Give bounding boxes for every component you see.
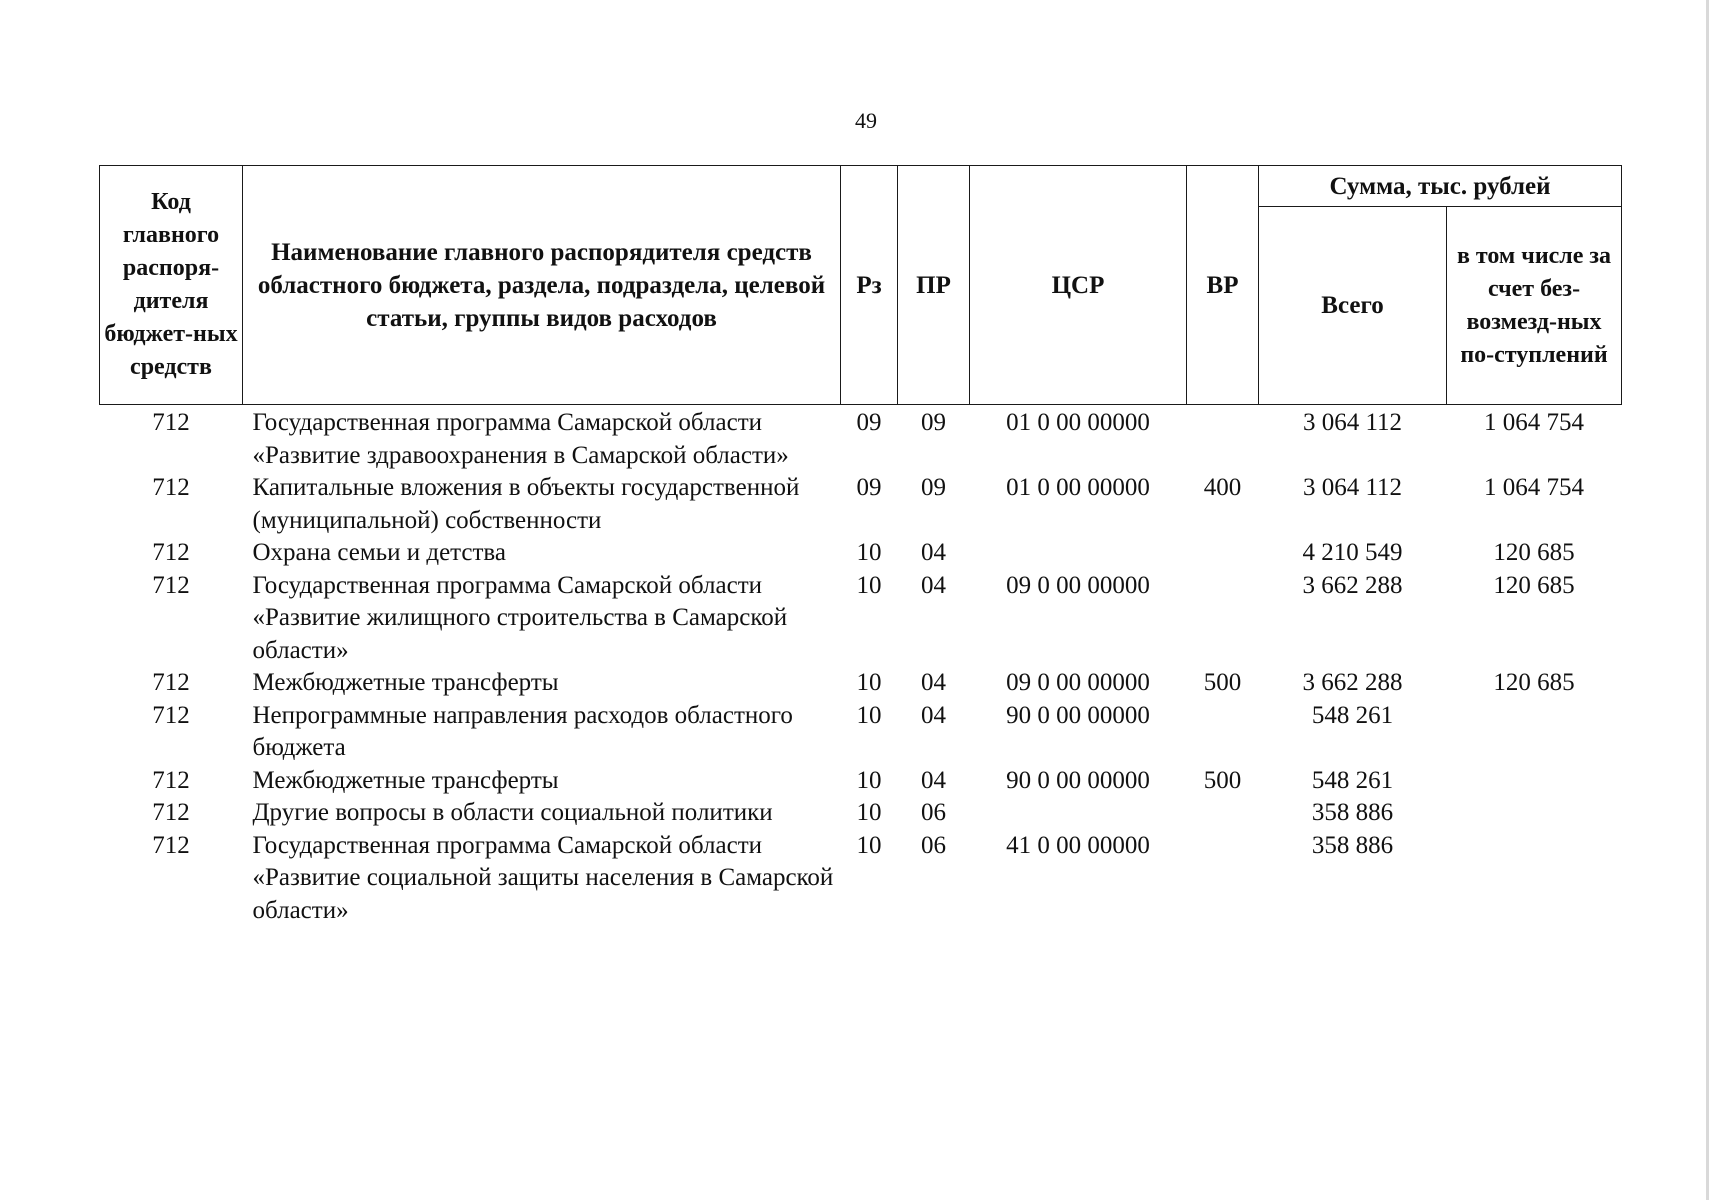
pr-cell: 06 <box>921 799 946 826</box>
table-header <box>100 166 1622 405</box>
name-cell: Государственная программа Самарской области «Развитие здравоохранения в Самарской области» <box>252 409 789 469</box>
name-cell: Межбюджетные трансферты <box>252 669 559 696</box>
csr-cell: 01 0 00 00000 <box>1006 409 1150 436</box>
free-cell: 1 064 754 <box>1484 474 1584 501</box>
vr-cell: 500 <box>1203 669 1242 696</box>
table-row <box>100 700 1622 765</box>
free-cell: 120 685 <box>1493 571 1575 599</box>
rz-cell: 10 <box>856 766 882 794</box>
csr-cell: 09 0 00 00000 <box>1006 669 1150 696</box>
vr-cell <box>1187 570 1259 668</box>
header-pr: ПР <box>898 166 970 405</box>
total-cell: 3 662 288 <box>1302 669 1403 696</box>
vr-cell <box>1187 830 1259 928</box>
rz-cell: 10 <box>856 701 882 729</box>
pr-cell: 04 <box>921 539 946 566</box>
name-cell: Государственная программа Самарской области «Развитие социальной защиты населения в Самарской области» <box>252 831 834 924</box>
code-cell: 712 <box>152 831 190 859</box>
csr-cell <box>970 797 1187 830</box>
rz-cell: 10 <box>856 831 882 859</box>
name-cell: Государственная программа Самарской области «Развитие жилищного строительства в Самарской области» <box>252 571 788 664</box>
name-cell: Капитальные вложения в объекты государственной (муниципальной) собственности <box>252 474 800 534</box>
vr-cell <box>1187 700 1259 765</box>
total-cell: 548 261 <box>1311 701 1394 729</box>
csr-cell: 90 0 00 00000 <box>1006 766 1150 794</box>
csr-cell: 41 0 00 00000 <box>1006 831 1150 859</box>
header-code: Код главного распоря-дителя бюджет-ных средств <box>100 166 243 405</box>
name-cell: Другие вопросы в области социальной политики <box>252 799 773 826</box>
total-cell: 3 064 112 <box>1302 474 1403 501</box>
pr-cell: 04 <box>921 571 946 599</box>
header-vr: ВР <box>1187 166 1259 405</box>
name-cell: Непрограммные направления расходов областного бюджета <box>252 701 793 761</box>
code-cell: 712 <box>152 571 190 599</box>
csr-cell <box>970 537 1187 570</box>
code-cell: 712 <box>152 669 190 696</box>
free-cell <box>1447 830 1622 928</box>
code-cell: 712 <box>152 701 190 729</box>
vr-cell <box>1187 405 1259 473</box>
table-row <box>100 472 1622 537</box>
table-row <box>100 570 1622 668</box>
table-row <box>100 765 1622 798</box>
name-cell: Межбюджетные трансферты <box>252 766 559 794</box>
pr-cell: 04 <box>921 766 946 794</box>
rz-cell: 10 <box>856 669 882 696</box>
pr-cell: 04 <box>921 701 946 729</box>
total-cell: 4 210 549 <box>1302 539 1403 566</box>
pr-cell: 06 <box>921 831 946 859</box>
free-cell: 120 685 <box>1493 539 1575 566</box>
table-row <box>100 667 1622 700</box>
rz-cell: 09 <box>856 474 882 501</box>
table-body <box>100 405 1622 928</box>
total-cell: 3 064 112 <box>1302 409 1403 436</box>
total-cell: 358 886 <box>1311 831 1394 859</box>
budget-table <box>99 165 1622 927</box>
pr-cell: 04 <box>921 669 946 696</box>
rz-cell: 09 <box>856 409 882 436</box>
code-cell: 712 <box>152 409 190 436</box>
name-cell: Охрана семьи и детства <box>252 539 506 566</box>
code-cell: 712 <box>152 799 190 826</box>
header-sum: Сумма, тыс. рублей <box>1259 166 1622 207</box>
rz-cell: 10 <box>856 539 882 566</box>
header-csr: ЦСР <box>970 166 1187 405</box>
free-cell <box>1447 700 1622 765</box>
page-number: 49 <box>855 108 877 133</box>
vr-cell: 400 <box>1203 474 1242 501</box>
free-cell <box>1447 765 1622 798</box>
csr-cell: 01 0 00 00000 <box>1006 474 1150 501</box>
code-cell: 712 <box>152 539 190 566</box>
total-cell: 3 662 288 <box>1302 571 1403 599</box>
table-row <box>100 405 1622 473</box>
pr-cell: 09 <box>921 474 946 501</box>
csr-cell: 09 0 00 00000 <box>1006 571 1150 599</box>
vr-cell <box>1187 537 1259 570</box>
code-cell: 712 <box>152 474 190 501</box>
free-cell: 1 064 754 <box>1484 409 1584 436</box>
free-cell <box>1447 797 1622 830</box>
total-cell: 548 261 <box>1311 766 1394 794</box>
free-cell: 120 685 <box>1493 669 1575 696</box>
pr-cell: 09 <box>921 409 946 436</box>
vr-cell <box>1187 797 1259 830</box>
header-name: Наименование главного распорядителя средств областного бюджета, раздела, подраздела, целевой статьи, группы видов расходов <box>243 166 841 405</box>
header-free: в том числе за счет без-возмезд-ных по-ступлений <box>1447 207 1622 405</box>
vr-cell: 500 <box>1203 766 1242 794</box>
rz-cell: 10 <box>856 571 882 599</box>
table-row <box>100 537 1622 570</box>
header-rz: Рз <box>841 166 898 405</box>
rz-cell: 10 <box>856 799 882 826</box>
code-cell: 712 <box>152 766 190 794</box>
total-cell: 358 886 <box>1311 799 1394 826</box>
header-total: Всего <box>1259 207 1447 405</box>
table-row <box>100 797 1622 830</box>
csr-cell: 90 0 00 00000 <box>1006 701 1150 729</box>
table-row <box>100 830 1622 928</box>
